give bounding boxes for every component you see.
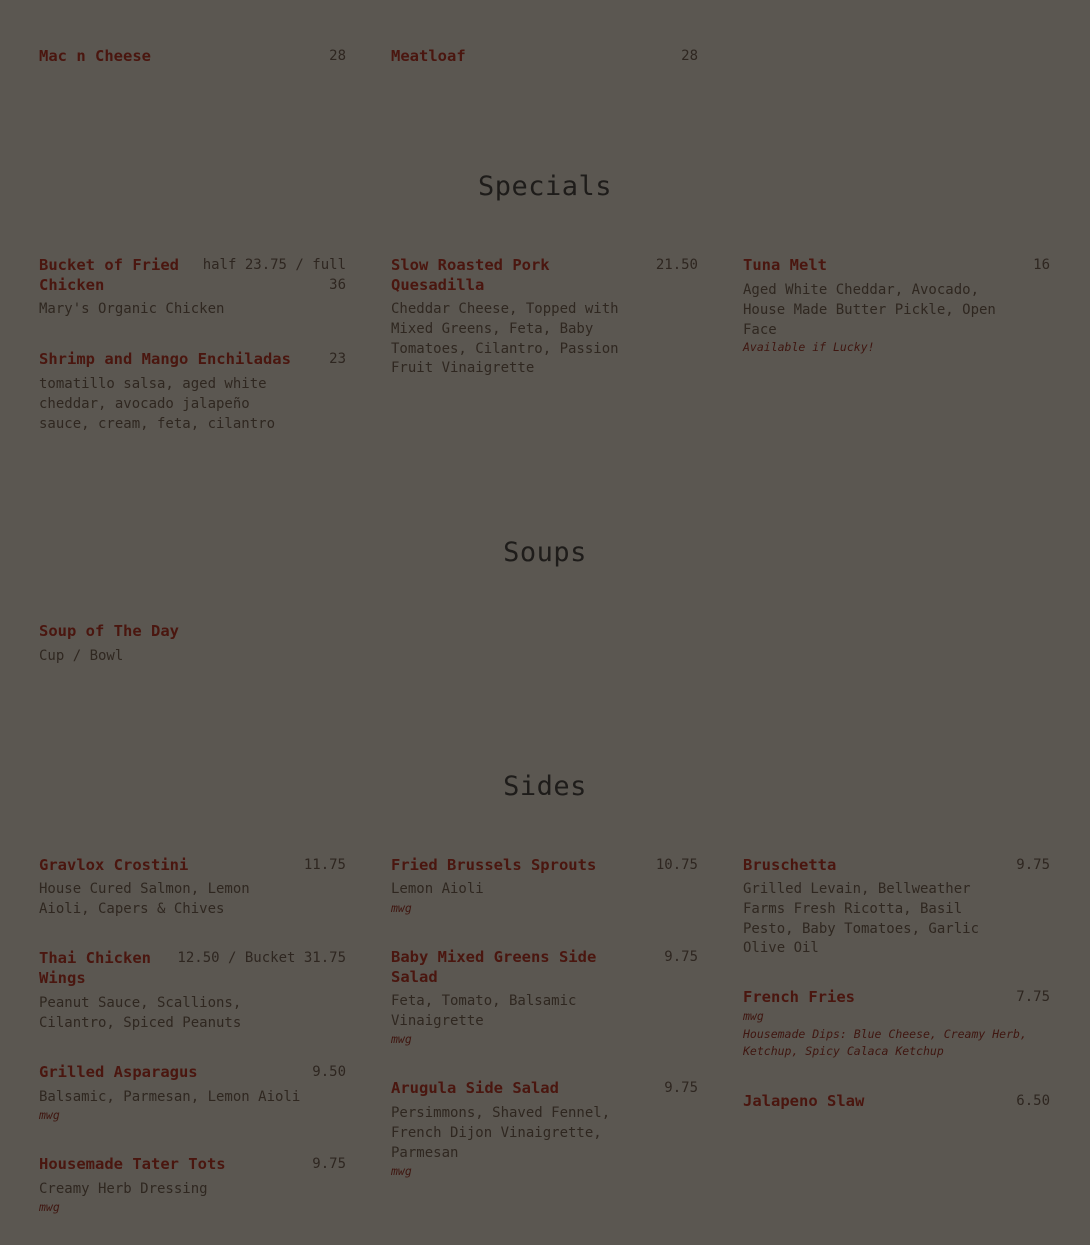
menu-item-note: mwg: [39, 1200, 60, 1214]
menu-item-price: 16: [1033, 257, 1050, 273]
menu-item-price: 12.50 / Bucket 31.75: [177, 950, 346, 966]
menu-item-desc: House Cured Salmon, Lemon Aioli, Capers & Chives: [39, 881, 250, 917]
menu-item-price: 10.75: [655, 857, 698, 873]
menu-item-note: mwg: [391, 1032, 412, 1046]
menu-item-name: Baby Mixed Greens Side Salad: [391, 948, 597, 986]
menu-item-desc: Creamy Herb Dressing: [39, 1181, 208, 1197]
menu-item-desc: Cheddar Cheese, Topped with Mixed Greens, Feta, Baby Tomatoes, Cilantro, Passion Fruit Vinaigrette: [391, 301, 619, 377]
menu-item-price: 28: [681, 48, 698, 64]
menu-item-price: 21.50: [655, 257, 698, 273]
menu-item-price: 28: [329, 48, 346, 64]
menu-item-desc: Mary's Organic Chicken: [39, 301, 225, 317]
menu-item-name: Bruschetta: [743, 856, 837, 874]
menu-item-price: 7.75: [1016, 989, 1050, 1005]
menu-item-price: 9.75: [312, 1156, 346, 1172]
menu-item-name: Shrimp and Mango Enchiladas: [39, 350, 291, 368]
menu-item-price: 9.75: [664, 949, 698, 965]
menu-item-name: Soup of The Day: [39, 622, 179, 640]
menu-item-name: Meatloaf: [391, 47, 466, 65]
menu-item-name: Gravlox Crostini: [39, 856, 189, 874]
menu-item-name: Slow Roasted Pork Quesadilla: [391, 256, 550, 294]
menu-item-desc: Peanut Sauce, Scallions, Cilantro, Spiced Peanuts: [39, 995, 242, 1031]
menu-item-name: Jalapeno Slaw: [743, 1092, 865, 1110]
menu-item-note: Available if Lucky!: [743, 340, 875, 354]
menu-item-price: 9.50: [312, 1064, 346, 1080]
menu-item-desc: Balsamic, Parmesan, Lemon Aioli: [39, 1089, 301, 1105]
menu-item-note: mwg: [391, 1164, 412, 1178]
menu-item-name: Bucket of Fried Chicken: [39, 256, 179, 294]
menu-item-name: Housemade Tater Tots: [39, 1155, 226, 1173]
menu-item-desc: Persimmons, Shaved Fennel, French Dijon Vinaigrette, Parmesan: [391, 1105, 611, 1161]
menu-item-note: mwg: [39, 1108, 60, 1122]
section-title-specials: Specials: [477, 171, 613, 202]
menu-item-note: mwg: [743, 1009, 764, 1023]
menu-item-name: Thai Chicken Wings: [39, 949, 151, 987]
menu-item-desc: Feta, Tomato, Balsamic Vinaigrette: [391, 993, 577, 1029]
section-title-sides: Sides: [503, 771, 587, 802]
menu-item-desc: Grilled Levain, Bellweather Farms Fresh Ricotta, Basil Pesto, Baby Tomatoes, Garlic Olive Oil: [743, 881, 980, 957]
menu-item-name: Fried Brussels Sprouts: [391, 856, 597, 874]
menu-item-desc: Lemon Aioli: [391, 881, 484, 897]
menu-item-name: French Fries: [743, 988, 855, 1006]
menu-item-desc: Aged White Cheddar, Avocado, House Made Butter Pickle, Open Face: [743, 282, 996, 338]
menu-item-price: 9.75: [1016, 857, 1050, 873]
menu-item-note: mwg: [391, 901, 412, 915]
menu-item-desc: Cup / Bowl: [39, 648, 124, 664]
menu-item-note: Housemade Dips: Blue Cheese, Creamy Herb, Ketchup, Spicy Calaca Ketchup: [743, 1027, 1027, 1058]
menu-item-price: 9.75: [664, 1080, 698, 1096]
menu-item-price: 11.75: [303, 857, 346, 873]
menu-item-price: 6.50: [1016, 1093, 1050, 1109]
menu-item-name: Arugula Side Salad: [391, 1079, 559, 1097]
menu-item-desc: tomatillo salsa, aged white cheddar, avocado jalapeño sauce, cream, feta, cilantro: [39, 376, 276, 432]
menu-item-price: half 23.75 / full 36: [202, 257, 346, 293]
section-title-soups: Soups: [503, 537, 587, 568]
menu-item-name: Grilled Asparagus: [39, 1063, 198, 1081]
menu-item-price: 23: [329, 351, 346, 367]
menu-item-name: Tuna Melt: [743, 256, 827, 274]
menu-item-name: Mac n Cheese: [39, 47, 151, 65]
